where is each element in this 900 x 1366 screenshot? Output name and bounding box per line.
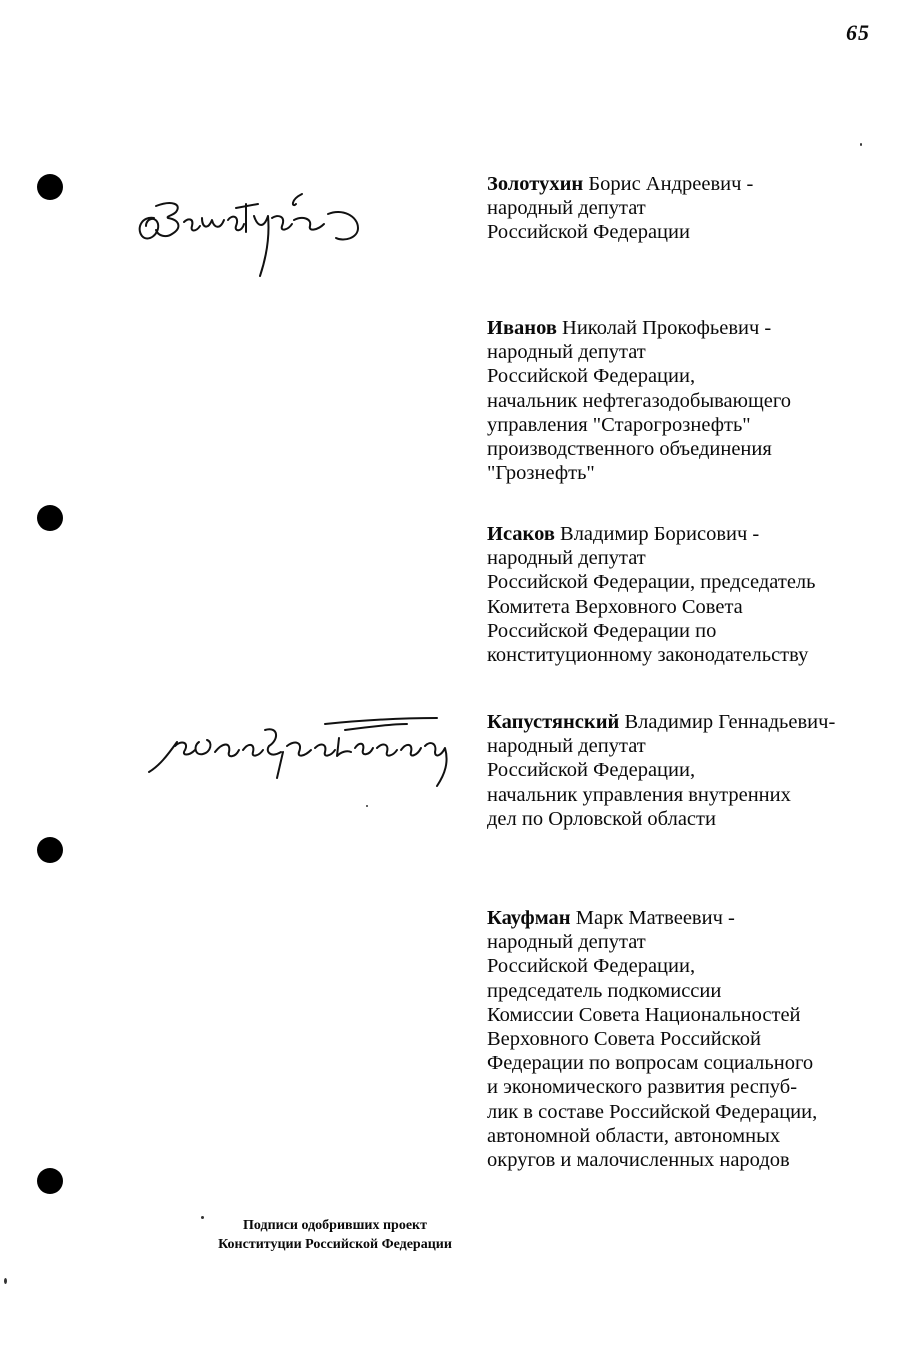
entry-line: народный депутат [487,197,646,220]
entry-line: "Грознефть" [487,462,595,485]
entry-surname: Золотухин [487,173,584,195]
entry-line: автономной области, автономных [487,1124,781,1147]
entry-name-line [487,710,887,734]
footer-caption [170,1216,500,1254]
entry-zolotukhin [487,172,887,245]
scan-speck [201,1216,204,1219]
entry-kaufman [487,906,887,1172]
entry-isakov [487,522,887,667]
entry-line: дел по Орловской области [487,807,716,830]
entry-surname: Иванов [487,317,557,339]
entry-given-names: Борис Андреевич - [583,173,754,195]
scan-speck [860,143,862,146]
entry-line: управления "Старогрознефть" [487,413,751,436]
entry-surname: Исаков [487,523,555,545]
entry-line: Российской Федерации, [487,955,696,978]
entry-line: Федерации по вопросам социального [487,1052,814,1075]
entry-ivanov [487,316,887,485]
footer-line: Конституции Российской Федерации [218,1237,452,1252]
punch-hole [37,837,63,863]
entry-name-line [487,522,887,546]
entry-line: Российской Федерации, [487,759,696,782]
entry-line: народный депутат [487,735,646,758]
entry-kapustyansky [487,710,887,831]
entry-surname: Кауфман [487,907,571,929]
entry-name-line [487,316,887,340]
page-number: 65 [846,20,870,45]
punch-hole [37,505,63,531]
entry-line: Верховного Совета Российской [487,1028,761,1051]
entry-line: и экономического развития респуб- [487,1076,798,1099]
punch-hole [37,1168,63,1194]
entry-line: Комитета Верховного Совета [487,595,743,618]
scan-speck [366,805,368,807]
entry-line: народный депутат [487,931,646,954]
entry-line: начальник нефтегазодобывающего [487,389,791,412]
entry-given-names: Владимир Геннадьевич- [619,711,836,733]
entry-line: Российской Федерации [487,221,690,244]
entry-name-line [487,172,887,196]
entry-given-names: Владимир Борисович - [554,523,760,545]
scan-speck [4,1278,7,1284]
entry-line: народный депутат [487,547,646,570]
entry-given-names: Марк Матвеевич - [570,907,735,929]
entry-line: округов и малочисленных народов [487,1149,790,1172]
entry-surname: Капустянский [487,711,620,733]
entry-line: Российской Федерации, [487,365,696,388]
entry-line: начальник управления внутренних [487,783,791,806]
entry-given-names: Николай Прокофьевич - [556,317,772,339]
footer-line: Подписи одобривших проект [243,1218,427,1233]
entry-line: лик в составе Российской Федерации, [487,1100,818,1123]
signature-kapustyansky [145,712,460,797]
entry-line: конституционному законодательству [487,644,809,667]
entry-name-line [487,906,887,930]
entry-line: народный депутат [487,341,646,364]
entry-line: Российской Федерации, председатель [487,571,816,594]
entry-line: Комиссии Совета Национальностей [487,1003,801,1026]
entry-line: председатель подкомиссии [487,979,722,1002]
entry-line: производственного объединения [487,438,772,461]
signature-zolotukhin [132,188,382,283]
punch-hole [37,174,63,200]
entry-line: Российской Федерации по [487,619,717,642]
